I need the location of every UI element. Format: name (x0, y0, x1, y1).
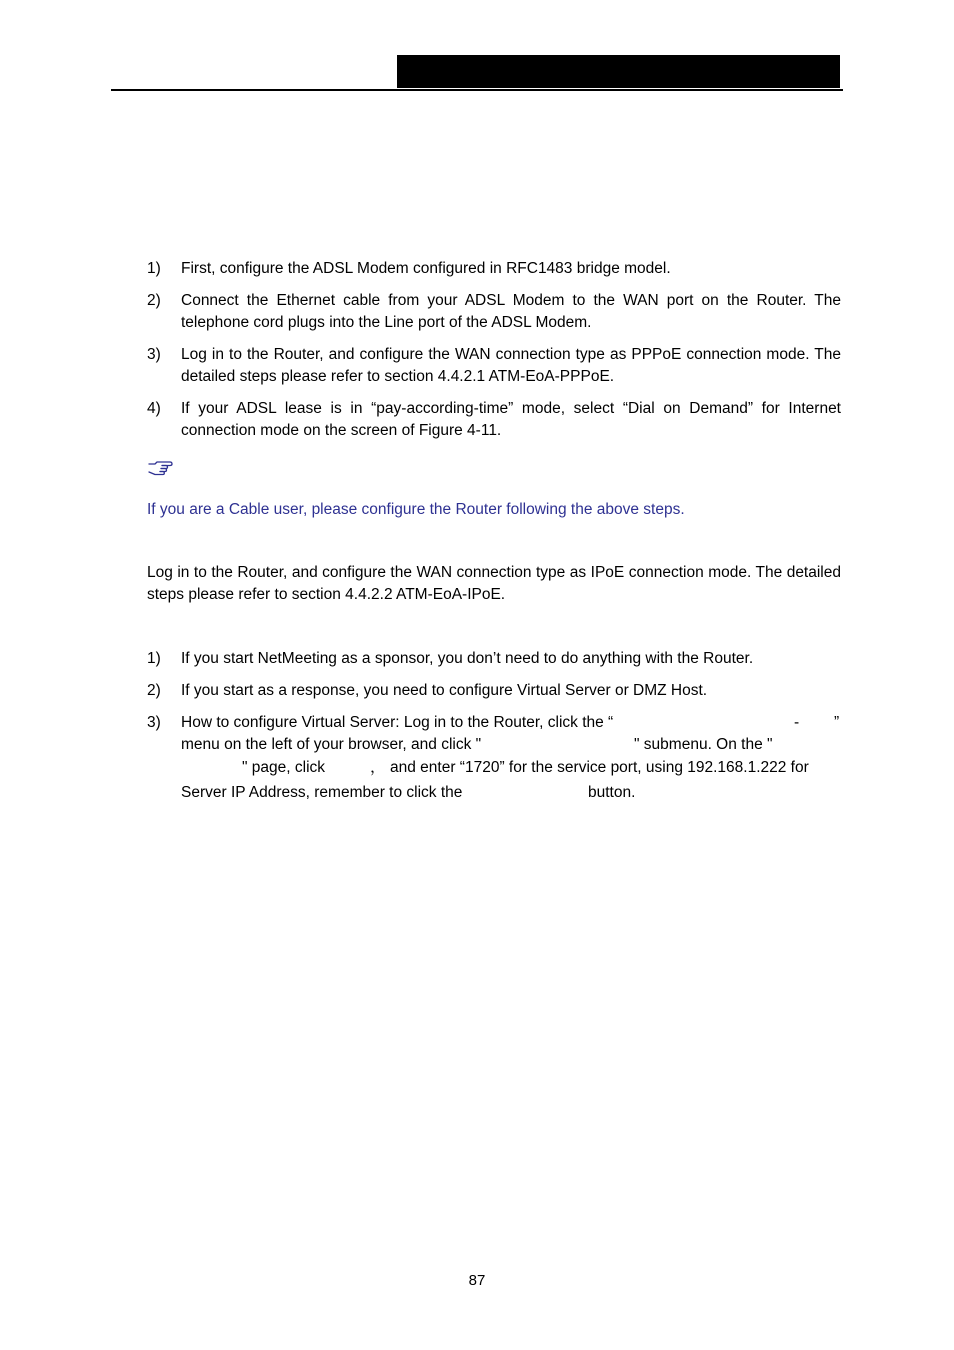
list-item (147, 344, 841, 388)
list-text: Server IP Address, remember to click the (181, 784, 463, 801)
list-text: Log in to the Router, and configure the WAN connection type as PPPoE connection mode. The detailed steps please refer to section 4.4.2.1 ATM-EoA-PPPoE. (181, 346, 841, 385)
list-number: 4) (147, 400, 161, 417)
list-text: If you start NetMeeting as a sponsor, you don’t need to do anything with the Router. (181, 650, 754, 667)
list-text: button. (588, 784, 636, 801)
list-line (181, 734, 841, 756)
list-number: 3) (147, 714, 161, 731)
header-bar (397, 55, 840, 88)
list-text: menu on the left of your browser, and click " (181, 736, 482, 753)
note-text: If you are a Cable user, please configure the Router following the above steps. (147, 501, 685, 518)
list-text: Connect the Ethernet cable from your ADSL Modem to the WAN port on the Router. The telephone cord plugs into the Line port of the ADSL Modem. (181, 292, 841, 331)
list-item (147, 398, 841, 442)
list-item (147, 290, 841, 334)
pointing-hand-icon (147, 458, 175, 476)
list-item (147, 648, 841, 670)
page-number: 87 (468, 1272, 486, 1289)
list-item (147, 258, 841, 280)
list-item (147, 680, 841, 702)
list-text: and enter “1720” for the service port, using 192.168.1.222 for (390, 759, 809, 776)
list-text: ” (834, 714, 840, 731)
list-number: 1) (147, 260, 161, 277)
list-line (181, 757, 841, 779)
list-text: If you start as a response, you need to configure Virtual Server or DMZ Host. (181, 682, 708, 699)
header-rule (111, 89, 843, 91)
list-text: - (794, 714, 800, 731)
list-text: If your ADSL lease is in “pay-according-time” mode, select “Dial on Demand” for Internet connection mode on the screen of Figure 4-11. (181, 400, 841, 439)
list-number: 3) (147, 346, 161, 363)
list-text: " page, click (242, 759, 326, 776)
list-text: First, configure the ADSL Modem configured in RFC1483 bridge model. (181, 260, 671, 277)
list-text: How to configure Virtual Server: Log in to the Router, click the “ (181, 714, 614, 731)
list-number: 2) (147, 292, 161, 309)
list-line (181, 782, 841, 804)
list-number: 2) (147, 682, 161, 699)
list-text: " submenu. On the " (634, 736, 773, 753)
list-text: ， (370, 759, 386, 776)
list-number: 1) (147, 650, 161, 667)
paragraph: Log in to the Router, and configure the WAN connection type as IPoE connection mode. The detailed steps please refer to section 4.4.2.2 ATM-EoA-IPoE. (147, 564, 841, 603)
list-line (181, 712, 841, 734)
